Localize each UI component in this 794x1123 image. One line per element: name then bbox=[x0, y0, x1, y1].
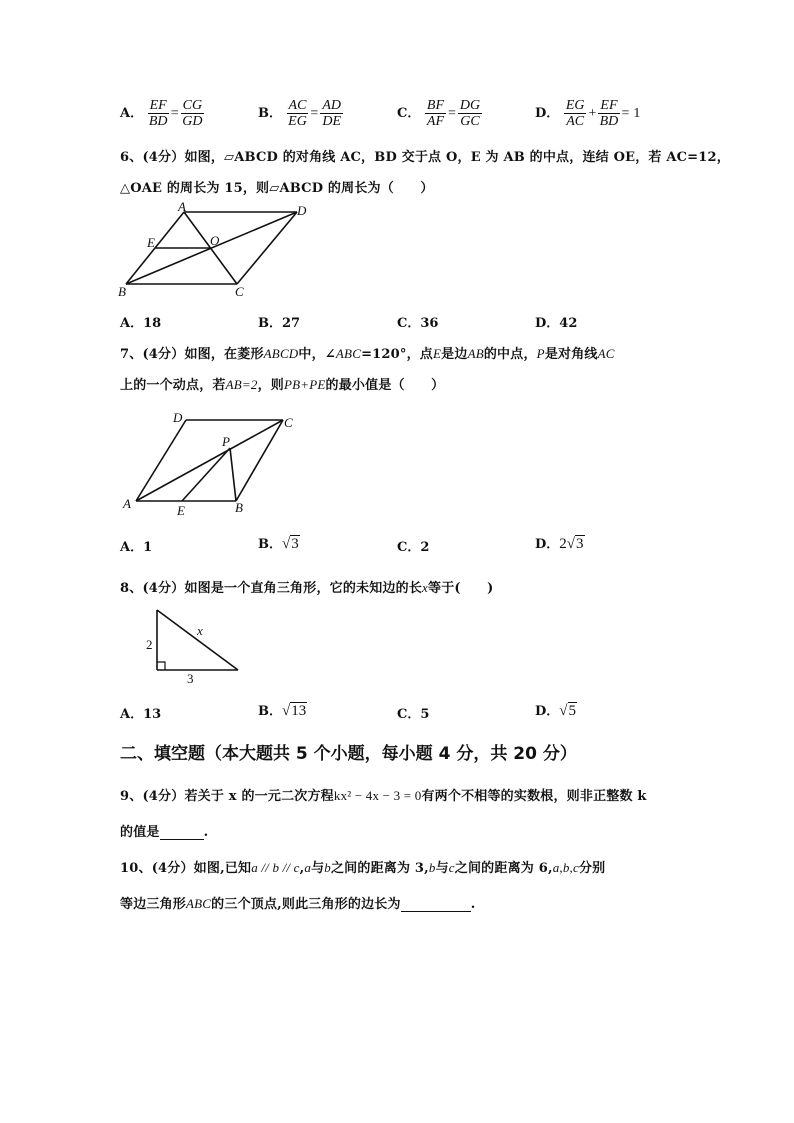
frac-numerator: AD bbox=[322, 98, 341, 113]
radicand: 3 bbox=[291, 536, 299, 552]
q7-text: 是对角线 bbox=[544, 347, 598, 362]
q10-var-list: a,b,c bbox=[552, 860, 579, 875]
q10-text: 与 bbox=[311, 861, 325, 876]
q10-text: 10、(4分）如图,已知 bbox=[120, 861, 252, 876]
right-angle-mark bbox=[157, 662, 165, 670]
hypotenuse bbox=[157, 610, 238, 670]
q6-line-1: 6、(4分）如图，▱ABCD 的对角线 AC，BD 交于点 O，E 为 AB 的中点，连结 OE，若 AC=12， bbox=[120, 150, 730, 165]
q5-option-c-label: C． bbox=[397, 106, 421, 121]
q8-option-c: C．5 bbox=[397, 707, 430, 722]
section-2-title: 二、填空题（本大题共 5 个小题，每小题 4 分，共 20 分） bbox=[120, 744, 577, 764]
q7-var-ab: AB bbox=[467, 346, 484, 361]
q8-right-triangle-figure bbox=[140, 600, 250, 688]
q8-text: 8、(4分）如图是一个直角三角形，它的未知边的长 bbox=[120, 581, 423, 596]
q8-text: 等于( ) bbox=[428, 581, 494, 596]
q5-d-rhs: 1 bbox=[633, 105, 641, 121]
q10-var-b: b bbox=[428, 860, 436, 875]
q10-text: 等边三角形 bbox=[120, 897, 187, 912]
q7-line-1 bbox=[120, 343, 615, 362]
label-c: C bbox=[284, 415, 293, 430]
q10-parallel-lines: a // b // c bbox=[251, 860, 300, 875]
equals-sign: = bbox=[621, 105, 630, 121]
q7-text: 上的一个动点，若 bbox=[120, 378, 226, 393]
q7-text: =120°，点 bbox=[361, 347, 433, 362]
q9-equation: kx² − 4x − 3 = 0 bbox=[333, 788, 422, 803]
q5-option-d bbox=[535, 98, 642, 129]
q9-text: . bbox=[203, 825, 209, 840]
q9-text: 的值是 bbox=[120, 825, 160, 840]
radicand: 13 bbox=[291, 703, 307, 719]
frac-denominator: GC bbox=[460, 114, 480, 129]
q5-option-c bbox=[397, 98, 482, 129]
q8-option-d-label: D． bbox=[535, 704, 560, 719]
diagonal-ac bbox=[136, 420, 283, 501]
q7-text: ，则 bbox=[257, 378, 284, 393]
segment-ad bbox=[136, 420, 186, 501]
q7-option-b-label: B． bbox=[258, 537, 282, 552]
sqrt-expression: √3 bbox=[282, 536, 299, 552]
q9-line-2 bbox=[120, 821, 208, 840]
frac-denominator: BD bbox=[148, 114, 168, 129]
q7-option-d-label: D． bbox=[535, 537, 560, 552]
label-d: D bbox=[173, 410, 183, 425]
frac-numerator: AC bbox=[288, 98, 307, 113]
q9-answer-blank[interactable] bbox=[160, 825, 204, 840]
q7-text: 7、(4分）如图，在菱形 bbox=[120, 347, 264, 362]
q7-var-ab-value: AB=2 bbox=[225, 377, 258, 392]
q6-option-c: C．36 bbox=[397, 316, 439, 331]
label-c: C bbox=[235, 284, 244, 299]
q5-d-first-fraction bbox=[564, 98, 587, 129]
label-side-2: 2 bbox=[146, 637, 153, 652]
label-a: A bbox=[178, 200, 186, 214]
q5-b-rhs-fraction bbox=[320, 98, 343, 129]
q10-var-c: c bbox=[448, 860, 455, 875]
q9-text: 的一元二次方程 bbox=[241, 789, 334, 804]
radicand: 3 bbox=[576, 536, 584, 552]
q7-text: 中，∠ bbox=[298, 347, 336, 362]
frac-denominator: EG bbox=[288, 114, 307, 129]
label-b: B bbox=[118, 284, 126, 299]
sqrt-expression: √5 bbox=[559, 703, 577, 719]
q7-option-b bbox=[258, 533, 300, 553]
q10-var-b: b bbox=[324, 860, 331, 875]
q10-text: 之间的距离为 3, bbox=[330, 861, 429, 876]
q7-var-p: P bbox=[536, 346, 545, 361]
q6-option-a: A．18 bbox=[120, 316, 162, 331]
q8-line-1 bbox=[120, 577, 494, 596]
q7-option-d bbox=[535, 533, 585, 553]
q8-option-b bbox=[258, 700, 307, 720]
equals-sign: = bbox=[310, 105, 319, 121]
q10-text: 的三个顶点,则此三角形的边长为 bbox=[211, 897, 401, 912]
equals-sign: = bbox=[170, 105, 179, 121]
q7-option-c: C．2 bbox=[397, 540, 430, 555]
label-b: B bbox=[235, 500, 243, 515]
q7-var-pb-pe: PB+PE bbox=[283, 377, 326, 392]
q5-b-lhs-fraction bbox=[287, 98, 309, 129]
q5-c-rhs-fraction bbox=[458, 98, 482, 129]
q10-answer-blank[interactable] bbox=[401, 897, 471, 912]
q5-c-lhs-fraction bbox=[425, 98, 446, 129]
sqrt-expression: √13 bbox=[282, 703, 307, 719]
q6-parallelogram-figure bbox=[115, 200, 315, 300]
label-o: O bbox=[210, 233, 220, 248]
q6-option-b: B．27 bbox=[258, 316, 301, 331]
q9-text: 9、(4分）若关于 bbox=[120, 789, 225, 804]
label-p: P bbox=[222, 434, 230, 449]
coefficient: 2 bbox=[559, 536, 567, 552]
q5-option-b-label: B． bbox=[258, 106, 282, 121]
q10-line-1 bbox=[120, 857, 605, 876]
frac-denominator: GD bbox=[182, 114, 203, 129]
q7-var-ac: AC bbox=[597, 346, 615, 361]
label-a: A bbox=[123, 496, 131, 511]
q6-option-d: D．42 bbox=[535, 316, 578, 331]
segment-ep bbox=[182, 448, 230, 501]
segment-pb bbox=[230, 448, 236, 501]
label-e: E bbox=[147, 235, 155, 250]
frac-numerator: DG bbox=[459, 98, 481, 113]
q7-var-abc: ABC bbox=[335, 346, 362, 361]
q7-rhombus-figure bbox=[118, 408, 303, 518]
q5-option-b bbox=[258, 98, 343, 129]
q10-text: . bbox=[470, 897, 476, 912]
frac-numerator: EG bbox=[565, 98, 585, 113]
plus-sign: + bbox=[588, 105, 597, 121]
frac-denominator: DE bbox=[322, 114, 341, 129]
q5-a-rhs-fraction bbox=[181, 98, 204, 129]
frac-numerator: BF bbox=[426, 98, 444, 113]
q7-text: 的最小值是（ ） bbox=[325, 378, 445, 393]
sqrt-expression: 2√3 bbox=[559, 536, 584, 552]
frac-numerator: CG bbox=[182, 98, 203, 113]
q10-text: 分别 bbox=[578, 861, 606, 876]
q8-option-b-label: B． bbox=[258, 704, 282, 719]
q7-var-e: E bbox=[433, 346, 442, 361]
q9-var-k: k bbox=[637, 789, 647, 804]
q7-option-a: A．1 bbox=[120, 540, 153, 555]
radicand: 5 bbox=[568, 703, 577, 719]
label-hyp-x: x bbox=[197, 623, 203, 638]
label-e: E bbox=[177, 503, 185, 518]
frac-numerator: EF bbox=[600, 98, 618, 113]
frac-numerator: EF bbox=[149, 98, 167, 113]
q9-line-1 bbox=[120, 785, 647, 804]
q10-text: 之间的距离为 6, bbox=[454, 861, 553, 876]
q7-line-2 bbox=[120, 374, 444, 393]
q5-d-second-fraction bbox=[598, 98, 619, 129]
label-side-3: 3 bbox=[187, 671, 194, 686]
q8-option-d bbox=[535, 700, 577, 720]
q8-var-x: x bbox=[422, 580, 429, 595]
frac-denominator: BD bbox=[599, 114, 619, 129]
q10-var-a: a bbox=[304, 860, 312, 875]
q7-var-abcd: ABCD bbox=[263, 346, 299, 361]
q7-text: 是边 bbox=[441, 347, 468, 362]
q7-text: 的中点， bbox=[483, 347, 537, 362]
q10-line-2 bbox=[120, 893, 475, 912]
q5-a-lhs-fraction bbox=[148, 98, 169, 129]
q6-line-2: △OAE 的周长为 15，则▱ABCD 的周长为（ ） bbox=[120, 181, 434, 196]
frac-denominator: AF bbox=[426, 114, 444, 129]
q5-option-a-label: A． bbox=[120, 106, 144, 121]
q8-option-a: A．13 bbox=[120, 707, 162, 722]
frac-denominator: AC bbox=[566, 114, 585, 129]
q10-var-abc: ABC bbox=[186, 896, 212, 911]
q10-text: 与 bbox=[435, 861, 449, 876]
equals-sign: = bbox=[448, 105, 456, 121]
label-d: D bbox=[297, 203, 307, 218]
q10-text: , bbox=[299, 861, 305, 876]
segment-dc bbox=[237, 212, 297, 284]
q5-option-a bbox=[120, 98, 204, 129]
q9-text: 有两个不相等的实数根，则非正整数 bbox=[421, 789, 633, 804]
q9-var-x: x bbox=[228, 789, 237, 804]
q5-option-d-label: D． bbox=[535, 106, 560, 121]
